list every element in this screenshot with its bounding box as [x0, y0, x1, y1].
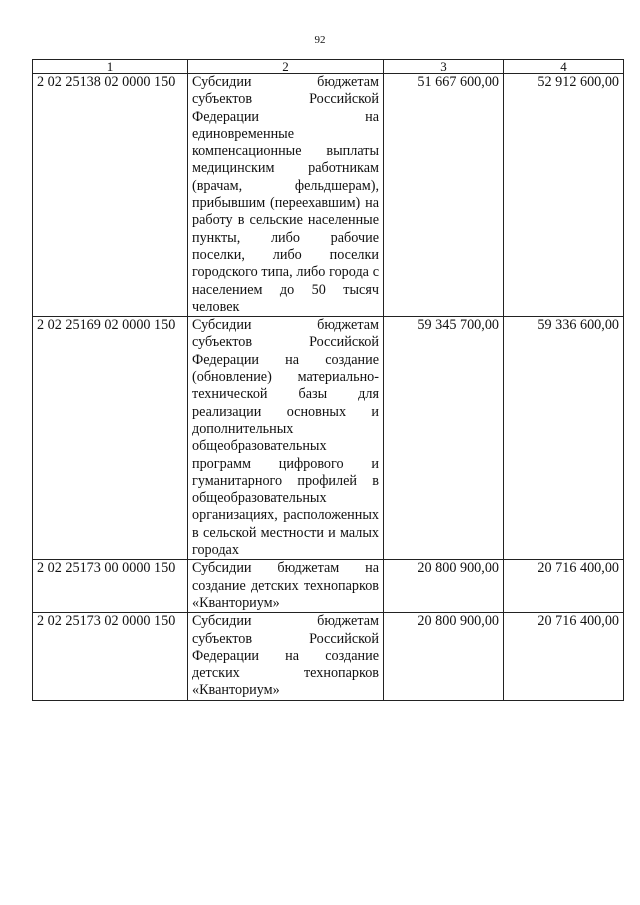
- amount-col3: 20 800 900,00: [384, 613, 504, 700]
- table-row: [33, 74, 624, 317]
- table-row: [33, 613, 624, 700]
- amount-col4: 52 912 600,00: [504, 74, 624, 317]
- table-row: [33, 317, 624, 560]
- item-description: Субсидии бюджетам субъектов Российской Федерации на создание (обновление) материально-технической базы для реализации основных и дополнительных общеобразовательных программ цифрового и гуманитарного профилей в общеобразовательных организациях, расположенных в сельской местности и малых городах: [188, 317, 384, 560]
- amount-col3: 59 345 700,00: [384, 317, 504, 560]
- budget-code: 2 02 25173 02 0000 150: [33, 613, 188, 700]
- item-description: Субсидии бюджетам субъектов Российской Федерации на создание детских технопарков «Кванториум»: [188, 613, 384, 700]
- page-number: 92: [314, 34, 326, 46]
- column-header-2: 2: [188, 60, 384, 74]
- table-header-row: [33, 60, 624, 74]
- budget-code: 2 02 25173 00 0000 150: [33, 560, 188, 613]
- column-header-1: 1: [33, 60, 188, 74]
- table-row: [33, 560, 624, 613]
- amount-col4: 59 336 600,00: [504, 317, 624, 560]
- amount-col4: 20 716 400,00: [504, 613, 624, 700]
- amount-col3: 51 667 600,00: [384, 74, 504, 317]
- budget-table: [32, 59, 624, 701]
- amount-col4: 20 716 400,00: [504, 560, 624, 613]
- budget-code: 2 02 25169 02 0000 150: [33, 317, 188, 560]
- item-description: Субсидии бюджетам на создание детских технопарков «Кванториум»: [188, 560, 384, 613]
- item-description: Субсидии бюджетам субъектов Российской Федерации на единовременные компенсационные выплаты медицинским работникам (врачам, фельдшерам), прибывшим (переехавшим) на работу в сельские населенные пункты, либо рабочие поселки, либо поселки городского типа, либо города с населением до 50 тысяч человек: [188, 74, 384, 317]
- amount-col3: 20 800 900,00: [384, 560, 504, 613]
- column-header-3: 3: [384, 60, 504, 74]
- budget-code: 2 02 25138 02 0000 150: [33, 74, 188, 317]
- column-header-4: 4: [504, 60, 624, 74]
